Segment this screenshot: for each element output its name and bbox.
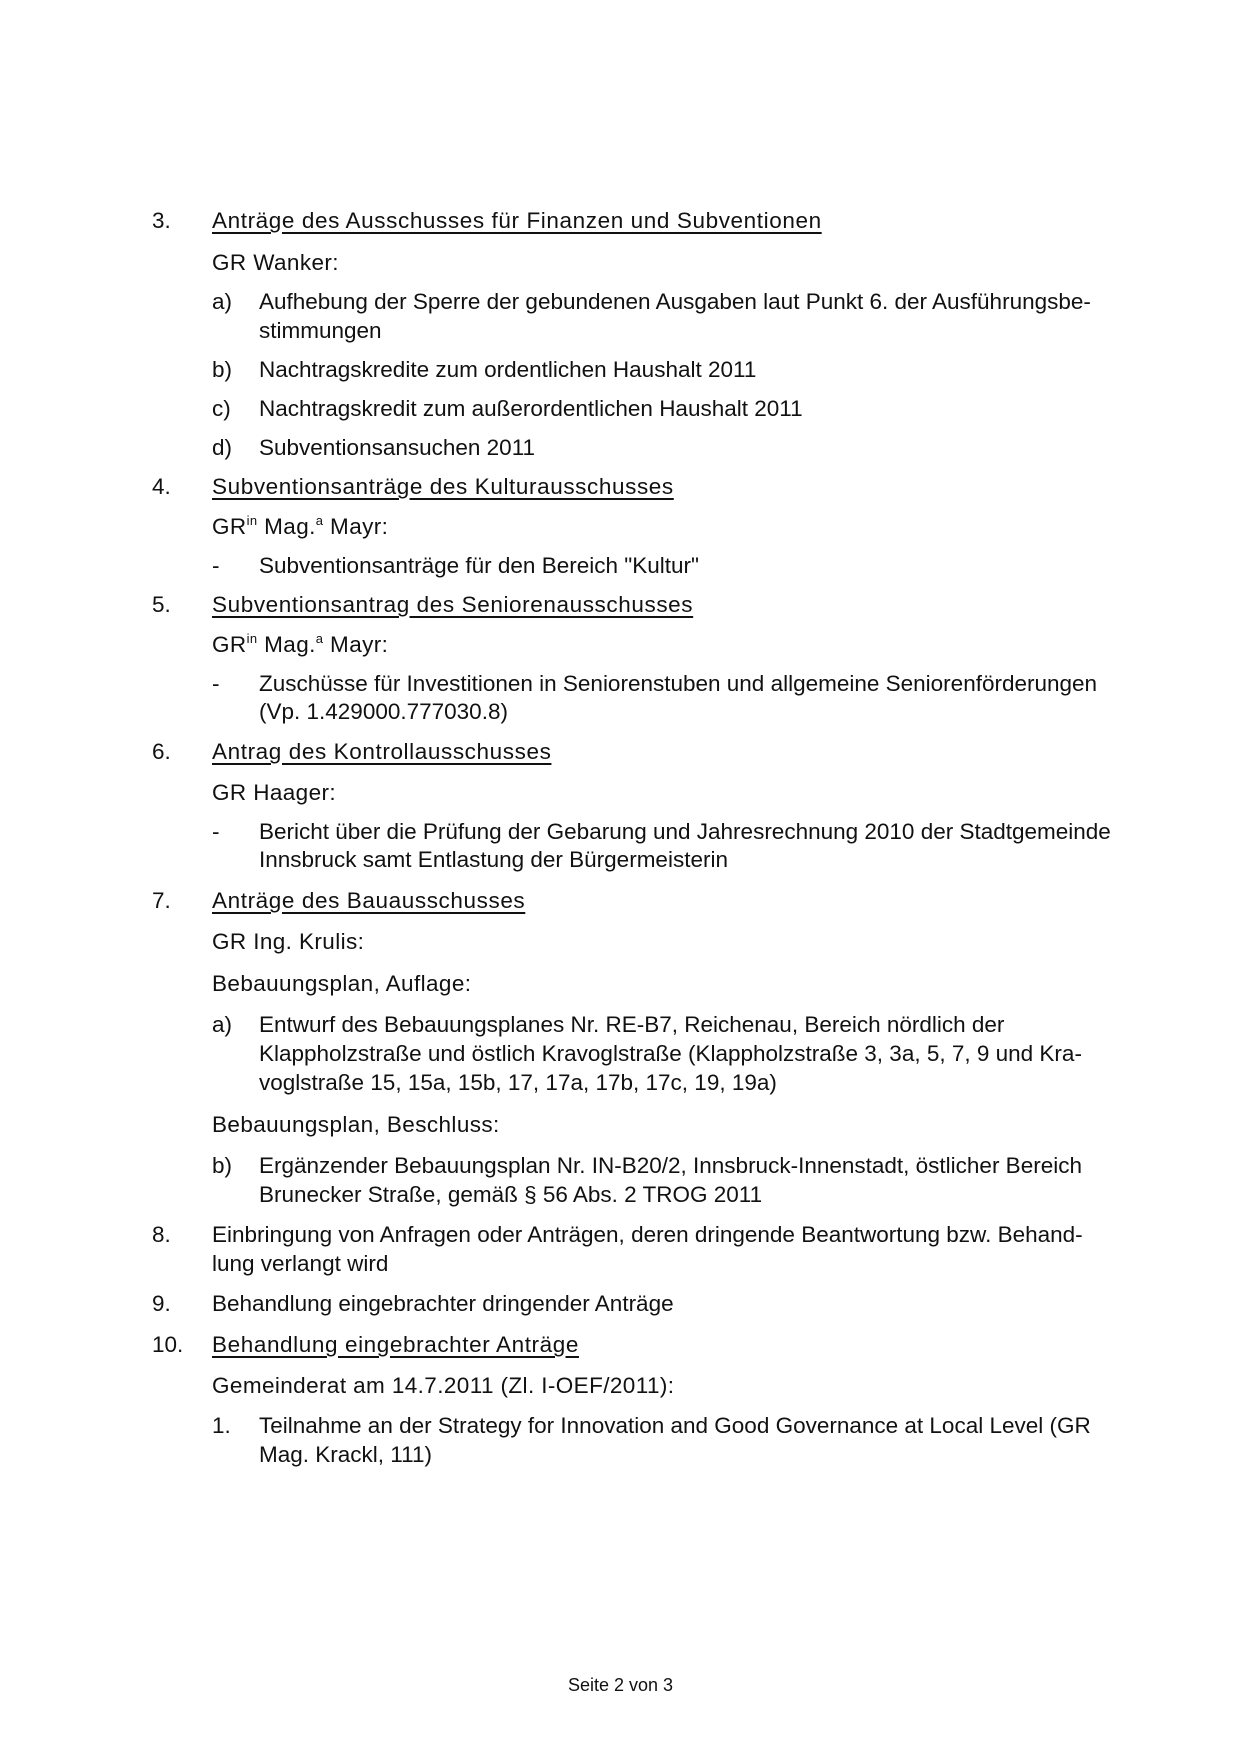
item-number: 8. [152,1222,171,1247]
item-4-title: Subventionsanträge des Kulturausschusses [212,474,674,499]
page-footer: Seite 2 von 3 [567,1675,674,1695]
item-5-title: Subventionsantrag des Seniorenausschusses [212,592,694,617]
item-10-title: Behandlung eingebrachter Anträge [212,1332,579,1357]
list-marker: a) [212,1012,233,1037]
list-marker: 1. [212,1413,231,1438]
entry-line: Brunecker Straße, gemäß § 56 Abs. 2 TROG 2011 [259,1182,763,1207]
item-number: 9. [152,1291,171,1316]
item-3-speaker: GR Wanker: [212,250,339,275]
entry-line: Entwurf des Bebauungsplanes Nr. RE-B7, Reichenau, Bereich nördlich der [259,1012,1005,1037]
item-10-session: Gemeinderat am 14.7.2011 (Zl. I-OEF/2011): [212,1373,675,1398]
item-number: 10. [152,1332,184,1357]
list-marker: d) [212,435,233,460]
item-number: 6. [152,739,171,764]
item-7-group-auflage: Bebauungsplan, Auflage: [212,971,472,996]
item-number: 4. [152,474,171,499]
entry-line: Nachtragskredite zum ordentlichen Haushalt 2011 [259,357,757,382]
item-7-title: Anträge des Bauausschusses [212,888,526,913]
list-marker: - [212,819,220,844]
entry-line: Nachtragskredit zum außerordentlichen Haushalt 2011 [259,396,803,421]
list-marker: - [212,671,220,696]
item-7-speaker: GR Ing. Krulis: [212,929,365,954]
item-6-speaker: GR Haager: [212,780,337,805]
item-5-speaker: $GR^{in}$ Mag.$^a$ Mayr: [212,630,389,657]
entry-line: Subventionsanträge für den Bereich "Kultur" [259,553,699,578]
item-3-title: Anträge des Ausschusses für Finanzen und Subventionen [212,208,822,233]
entry-line: Subventionsansuchen 2011 [259,435,536,460]
entry-line: Mag. Krackl, 111) [259,1442,432,1467]
item-4-speaker: $GR^{in}$ Mag.$^a$ Mayr: [212,512,389,539]
list-marker: b) [212,357,233,382]
entry-line: Ergänzender Bebauungsplan Nr. IN-B20/2, Innsbruck-Innenstadt, östlicher Bereich [259,1153,1082,1178]
item-9-line: Behandlung eingebrachter dringender Anträge [212,1291,674,1316]
entry-line: Klappholzstraße und östlich Kravoglstraße (Klappholzstraße 3, 3a, 5, 7, 9 und Kra- [259,1041,1082,1066]
item-number: 5. [152,592,171,617]
item-6-title: Antrag des Kontrollausschusses [212,739,552,764]
list-marker: b) [212,1153,233,1178]
item-8-line: Einbringung von Anfragen oder Anträgen, deren dringende Beantwortung bzw. Behand- [212,1222,1083,1247]
item-8-line: lung verlangt wird [212,1251,389,1276]
entry-line: Teilnahme an der Strategy for Innovation and Good Governance at Local Level (GR [259,1413,1091,1438]
list-marker: a) [212,289,233,314]
item-number: 7. [152,888,171,913]
entry-line: Zuschüsse für Investitionen in Seniorenstuben und allgemeine Seniorenförderungen [259,671,1098,696]
item-7-group-beschluss: Bebauungsplan, Beschluss: [212,1112,500,1137]
list-marker: - [212,553,220,578]
entry-line: (Vp. 1.429000.777030.8) [259,699,508,724]
entry-line: Innsbruck samt Entlastung der Bürgermeisterin [259,847,728,872]
item-number: 3. [152,208,171,233]
entry-line: Aufhebung der Sperre der gebundenen Ausgaben laut Punkt 6. der Ausführungsbe- [259,289,1091,314]
list-marker: c) [212,396,231,421]
entry-line: voglstraße 15, 15a, 15b, 17, 17a, 17b, 17c, 19, 19a) [259,1070,777,1095]
entry-line: Bericht über die Prüfung der Gebarung und Jahresrechnung 2010 der Stadtgemeinde [259,819,1111,844]
entry-line: stimmungen [259,318,382,343]
